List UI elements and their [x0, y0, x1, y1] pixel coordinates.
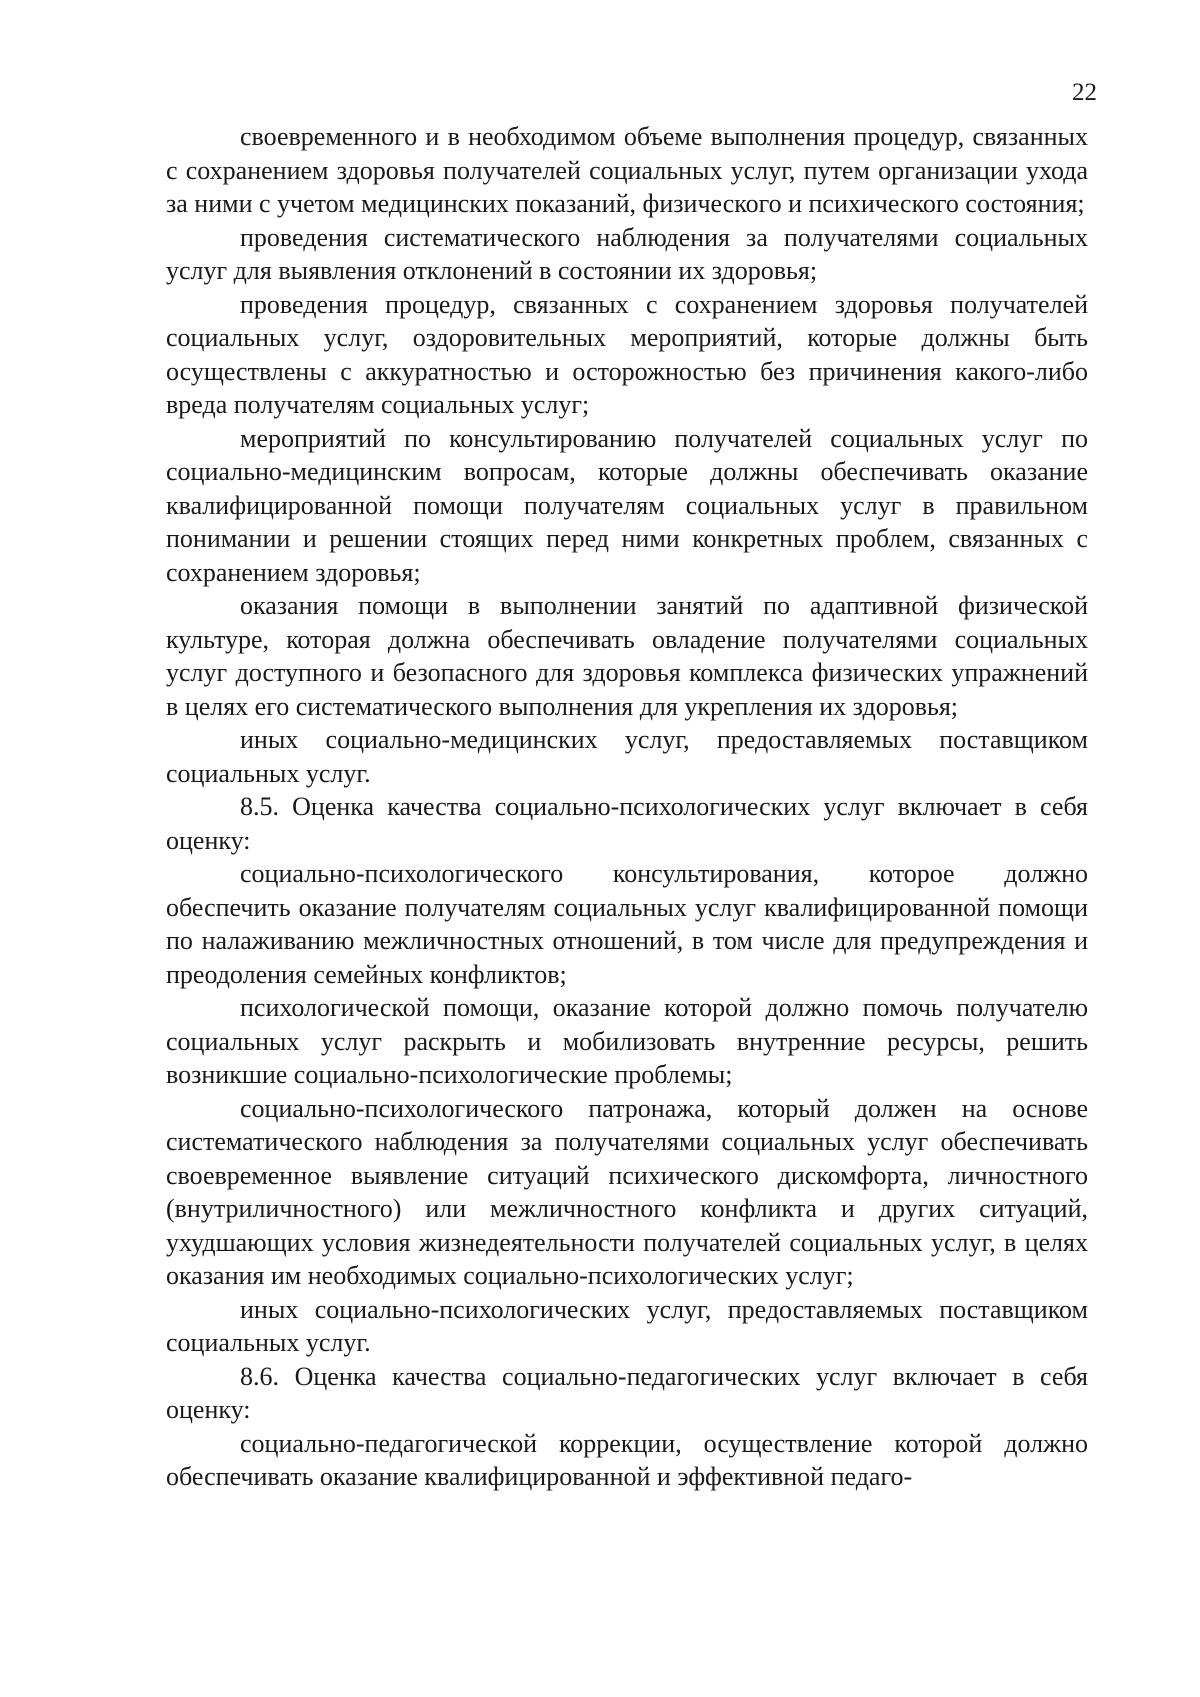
paragraph: иных социально-психологических услуг, предоставляемых поставщиком социальных услуг.: [166, 1294, 1088, 1357]
paragraph: иных социально-медицинских услуг, предоставляемых поставщиком социальных услуг.: [166, 725, 1088, 788]
paragraph: оказания помощи в выполнении занятий по адаптивной физической культуре, которая должна обеспечивать овладение получателями социальных услуг доступного и безопасного для здоровья комплекса физических упражнений в целях его систематического выполнения для укрепления их здоровья;: [166, 591, 1088, 721]
paragraph: проведения процедур, связанных с сохранением здоровья получателей социальных услуг, оздоровительных мероприятий, которые должны быть осуществлены с аккуратностью и осторожностью без причинения какого-либо вреда получателям социальных услуг;: [166, 289, 1088, 419]
section-paragraph-8-5: 8.5. Оценка качества социально-психологических услуг включает в себя оценку:: [166, 792, 1088, 855]
paragraph: социально-педагогической коррекции, осуществление которой должно обеспечивать оказание квалифицированной и эффективной педаго-: [166, 1428, 1088, 1491]
page-number: 22: [1072, 79, 1097, 106]
paragraph: психологической помощи, оказание которой должно помочь получателю социальных услуг раскрыть и мобилизовать внутренние ресурсы, решить возникшие социально-психологические проблемы;: [166, 993, 1088, 1089]
paragraph: социально-психологического патронажа, который должен на основе систематического наблюдения за получателями социальных услуг обеспечивать своевременное выявление ситуаций психического дискомфорта, личностного (внутриличностного) или межличностного конфликта и других ситуаций, ухудшающих условия жизнедеятельности получателей социальных услуг, в целях оказания им необходимых социально-психологических услуг;: [166, 1093, 1088, 1290]
paragraph: проведения систематического наблюдения за получателями социальных услуг для выявления отклонений в состоянии их здоровья;: [166, 222, 1088, 285]
paragraph: социально-психологического консультирования, которое должно обеспечить оказание получателям социальных услуг квалифицированной помощи по налаживанию межличностных отношений, в том числе для предупреждения и преодоления семейных конфликтов;: [166, 859, 1088, 989]
document-body: [166, 120, 1088, 1494]
paragraph: мероприятий по консультированию получателей социальных услуг по социально-медицинским вопросам, которые должны обеспечивать оказание квалифицированной помощи получателям социальных услуг в правильном понимании и решении стоящих перед ними конкретных проблем, связанных с сохранением здоровья;: [166, 423, 1088, 587]
paragraph: своевременного и в необходимом объеме выполнения процедур, связанных с сохранением здоровья получателей социальных услуг, путем организации ухода за ними с учетом медицинских показаний, физического и психического состояния;: [166, 122, 1088, 218]
section-paragraph-8-6: 8.6. Оценка качества социально-педагогических услуг включает в себя оценку:: [166, 1361, 1088, 1424]
